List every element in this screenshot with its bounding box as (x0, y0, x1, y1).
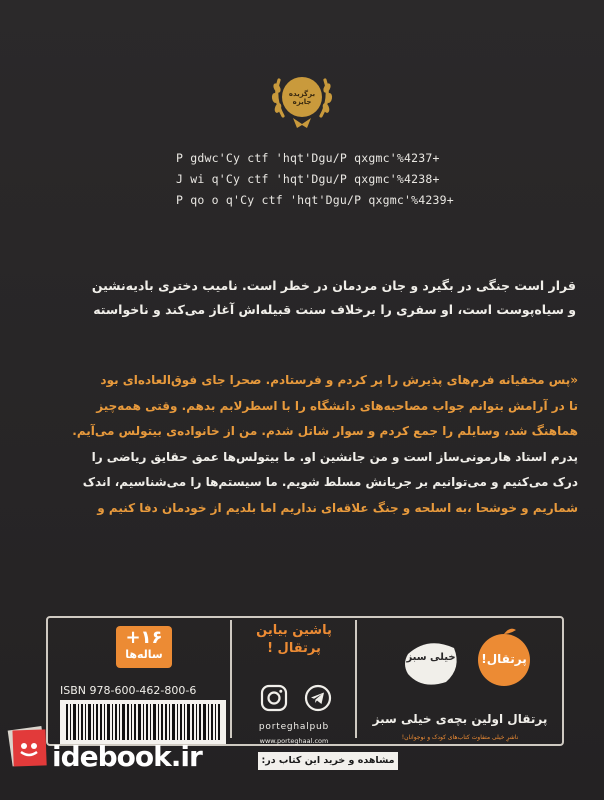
excerpt-line: پدرم استاد هارمونی‌ساز است و من جانشین او. ما بیتولس‌ها عمق حقایق ریاضی را (91, 449, 578, 464)
award-list (176, 148, 454, 211)
seal-text-line1: برگزیده (288, 90, 316, 98)
barcode-icon (60, 700, 226, 744)
synopsis-line: قرار است جنگی در بگیرد و جان مردمان در خطر است. نامیب دختری بادیه‌نشین (91, 278, 576, 293)
excerpt-line: درک می‌کنیم و می‌توانیم بر جریانش مسلط شویم. ما سیستم‌ها را می‌شناسیم، اندک (82, 475, 578, 489)
age-rating-badge (116, 626, 172, 668)
watermark-brand: idebook.ir (52, 740, 202, 773)
watermark-tagline: مشاهده و خرید این کتاب در: (258, 752, 398, 770)
social-handle: porteghalpub (258, 722, 330, 732)
award-line: P qo o q'Cy ctf 'hqt'Dgu/P qxgmc'%4239+ (176, 193, 454, 207)
follow-line1: پاشین بیاین (256, 623, 332, 638)
follow-us-title (236, 622, 352, 658)
excerpt-line: شماریم و خوشحا ،به اسلحه و جنگ علاقه‌ای نداریم اما بلدیم از خودمان دفا کنیم و (97, 500, 578, 515)
idebook-logo-icon (4, 720, 52, 770)
instagram-icon[interactable] (259, 683, 289, 713)
excerpt-line: هماهنگ شد، وسایلم را جمع کردم و سوار شاتل شدم. من از خانواده‌ی بیتولس می‌آیم. (72, 424, 578, 438)
award-line: J wi q'Cy ctf 'hqt'Dgu/P qxgmc'%4238+ (176, 172, 440, 186)
orange-logo-text: پرتقال! (481, 652, 527, 666)
excerpt-paragraph (28, 368, 578, 521)
age-label: ساله‌ها (125, 648, 163, 661)
telegram-icon[interactable] (303, 683, 333, 713)
isbn-text: ISBN 978-600-462-800-6 (60, 684, 197, 697)
synopsis-paragraph (30, 274, 576, 322)
green-logo-icon (398, 634, 464, 690)
publisher-subtitle: ناشرِ خیلی متفاوت کتاب‌های کودک و نوجوانان! (401, 734, 519, 741)
age-number: +۱۶ (125, 627, 163, 648)
publisher-slogan: پرتقال اولین بچه‌ی خیلی سبز (372, 712, 548, 726)
excerpt-line: تا در آرامش بتوانم جواب مصاحبه‌های دانشگاه را با اسطرلابم بدهم. وقتی همه‌چیز (96, 398, 578, 413)
website-link[interactable]: www.porteghaal.com (259, 737, 329, 745)
panel-divider (355, 620, 357, 738)
green-logo-text: خیلی سبز (406, 652, 456, 663)
follow-line2: پرتقال ! (267, 641, 321, 656)
award-line: P gdwc'Cy ctf 'hqt'Dgu/P qxgmc'%4237+ (176, 151, 440, 165)
seal-text-line2: جایزه (292, 98, 312, 106)
award-seal-icon (267, 68, 337, 130)
excerpt-line: «پس مخفیانه فرم‌های پذیرش را پر کردم و فرستادم. صحرا جای فوق‌العاده‌ای بود (100, 373, 578, 387)
synopsis-line: و سیاه‌پوست است، او سفری را برخلاف سنت قبیله‌اش آغاز می‌کند و ناخواسته (93, 302, 576, 317)
orange-logo-icon (470, 624, 538, 688)
panel-divider (230, 620, 232, 738)
